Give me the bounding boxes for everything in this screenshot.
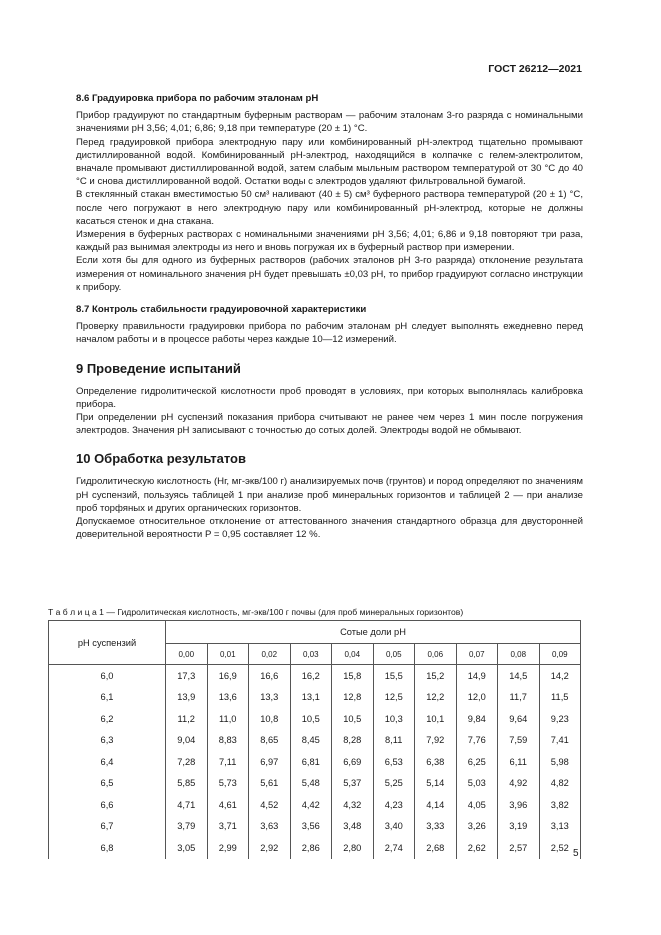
table-cell-value: 4,61 xyxy=(207,794,249,816)
table-cell-value: 3,63 xyxy=(249,816,291,838)
table-cell-value: 4,14 xyxy=(415,794,457,816)
table-cell-value: 16,6 xyxy=(249,665,291,687)
table-cell-value: 14,9 xyxy=(456,665,498,687)
table-cell-value: 7,59 xyxy=(498,730,540,752)
table-cell-value: 5,98 xyxy=(539,751,581,773)
section-8-6-title: 8.6 Градуировка прибора по рабочим эталонам pH xyxy=(76,93,319,104)
table-cell-value: 5,03 xyxy=(456,773,498,795)
table-cell-value: 7,11 xyxy=(207,751,249,773)
table-cell-value: 9,04 xyxy=(166,730,208,752)
table-cell-value: 4,82 xyxy=(539,773,581,795)
table-cell-value: 14,5 xyxy=(498,665,540,687)
table-cell-value: 3,13 xyxy=(539,816,581,838)
page-body xyxy=(76,92,583,541)
table-cell-value: 2,86 xyxy=(290,837,332,859)
table-cell-ph: 6,5 xyxy=(49,773,166,795)
section-9-title: 9 Проведение испытаний xyxy=(76,360,241,376)
table-cell-value: 10,5 xyxy=(290,708,332,730)
table-cell-value: 3,05 xyxy=(166,837,208,859)
table-cell-value: 12,2 xyxy=(415,687,457,709)
section-8-6-paragraph-2: Перед градуировкой прибора электродную пару или комбинированный pH-электрод тщательно промывают дистиллированной водой. Комбинированный pH-электрод, находящийся в колпачке с гелем-электролитом, вначале промывают дистиллированной водой, затем слабым мыльным раствором температурой от 30 °С до 40 °С и снова дистиллированной водой. Остатки воды с электродов удаляют фильтровальной бумагой. xyxy=(76,136,583,188)
table-cell-value: 4,71 xyxy=(166,794,208,816)
table-cell-value: 3,19 xyxy=(498,816,540,838)
table-column-header: 0,07 xyxy=(456,644,498,665)
table-cell-value: 12,8 xyxy=(332,687,374,709)
table-row xyxy=(49,708,581,730)
table-cell-value: 8,83 xyxy=(207,730,249,752)
section-10-paragraph-1: Гидролитическую кислотность (Hг, мг-экв/100 г) анализируемых почв (грунтов) и пород определяют по значениям pH суспензий, пользуясь таблицей 1 при анализе проб минеральных горизонтов и таблицей 2 — при анализе проб торфяных и других органических горизонтов. xyxy=(76,476,583,514)
table-cell-value: 10,8 xyxy=(249,708,291,730)
table-cell-value: 9,64 xyxy=(498,708,540,730)
table-cell-value: 6,38 xyxy=(415,751,457,773)
table-cell-value: 7,41 xyxy=(539,730,581,752)
table-column-header: 0,04 xyxy=(332,644,374,665)
table-cell-value: 2,92 xyxy=(249,837,291,859)
table-cell-value: 13,1 xyxy=(290,687,332,709)
table-column-header: 0,03 xyxy=(290,644,332,665)
table-cell-value: 4,92 xyxy=(498,773,540,795)
section-8-6-paragraph-5: Если хотя бы для одного из буферных растворов (рабочих эталонов pH 3-го разряда) отклонение результата измерения от номинального значения pH будет превышать ±0,03 pH, то прибор градуируют согласно инструкции к прибору. xyxy=(76,255,583,293)
table-cell-value: 11,0 xyxy=(207,708,249,730)
table-cell-value: 2,74 xyxy=(373,837,415,859)
section-9-paragraph-1: Определение гидролитической кислотности проб проводят в условиях, при которых выполнялась калибровка прибора. xyxy=(76,385,583,410)
table-cell-value: 15,8 xyxy=(332,665,374,687)
section-8-6-paragraph-1: Прибор градуируют по стандартным буферным растворам — рабочим эталонам 3-го разряда с номинальными значениями pH 3,56; 4,01; 6,86; 9,18 при температуре (20 ± 1) °С. xyxy=(76,110,583,135)
ph-acidity-table xyxy=(48,620,581,859)
table-cell-ph: 6,8 xyxy=(49,837,166,859)
table-cell-value: 8,11 xyxy=(373,730,415,752)
table-cell-ph: 6,3 xyxy=(49,730,166,752)
table-cell-value: 3,48 xyxy=(332,816,374,838)
table-column-header: 0,08 xyxy=(498,644,540,665)
table-cell-value: 2,99 xyxy=(207,837,249,859)
table-cell-value: 8,65 xyxy=(249,730,291,752)
table-cell-value: 3,56 xyxy=(290,816,332,838)
table-row xyxy=(49,794,581,816)
table-cell-value: 3,40 xyxy=(373,816,415,838)
table-cell-value: 2,68 xyxy=(415,837,457,859)
table-cell-value: 8,28 xyxy=(332,730,374,752)
table-cell-value: 7,92 xyxy=(415,730,457,752)
table-cell-value: 16,9 xyxy=(207,665,249,687)
table-cell-value: 6,69 xyxy=(332,751,374,773)
table-cell-ph: 6,0 xyxy=(49,665,166,687)
table-cell-value: 13,6 xyxy=(207,687,249,709)
table-cell-value: 10,5 xyxy=(332,708,374,730)
table-cell-value: 5,61 xyxy=(249,773,291,795)
table-row xyxy=(49,751,581,773)
table-cell-value: 6,11 xyxy=(498,751,540,773)
table-cell-value: 2,62 xyxy=(456,837,498,859)
table-row xyxy=(49,773,581,795)
table-cell-value: 3,96 xyxy=(498,794,540,816)
table-column-header: 0,01 xyxy=(207,644,249,665)
document-code: ГОСТ 26212—2021 xyxy=(488,63,582,75)
table-row xyxy=(49,665,581,687)
table-cell-value: 12,5 xyxy=(373,687,415,709)
section-9-paragraph-2: При определении pH суспензий показания прибора считывают не ранее чем через 1 мин после погружения электродов. Значения pH записывают с точностью до сотых долей. Электроды водой не обмывают. xyxy=(76,412,583,437)
table-cell-value: 14,2 xyxy=(539,665,581,687)
table-cell-value: 4,05 xyxy=(456,794,498,816)
table-cell-value: 9,23 xyxy=(539,708,581,730)
table-cell-value: 11,7 xyxy=(498,687,540,709)
table-cell-value: 7,76 xyxy=(456,730,498,752)
table-cell-value: 8,45 xyxy=(290,730,332,752)
table-row xyxy=(49,816,581,838)
section-10-title: 10 Обработка результатов xyxy=(76,451,246,467)
table-column-header: 0,05 xyxy=(373,644,415,665)
table-group-header: Сотые доли pH xyxy=(166,621,581,644)
table-row-header: pH суспензий xyxy=(49,621,166,665)
table-cell-value: 17,3 xyxy=(166,665,208,687)
table-cell-value: 16,2 xyxy=(290,665,332,687)
page-number: 5 xyxy=(573,848,579,859)
table-cell-value: 3,79 xyxy=(166,816,208,838)
table-cell-value: 5,14 xyxy=(415,773,457,795)
section-8-6-paragraph-4: Измерения в буферных растворах с номинальными значениями pH 3,56; 4,01; 6,86 и 9,18 повторяют три раза, каждый раз вынимая электроды из него и вновь погружая их в буферный раствор при измерении. xyxy=(76,229,583,254)
table-cell-value: 13,3 xyxy=(249,687,291,709)
table-cell-ph: 6,6 xyxy=(49,794,166,816)
table-cell-value: 4,42 xyxy=(290,794,332,816)
table-cell-value: 4,52 xyxy=(249,794,291,816)
table-cell-value: 7,28 xyxy=(166,751,208,773)
table-cell-value: 15,2 xyxy=(415,665,457,687)
table-cell-value: 5,85 xyxy=(166,773,208,795)
table-cell-value: 9,84 xyxy=(456,708,498,730)
table-cell-value: 6,25 xyxy=(456,751,498,773)
table-cell-value: 2,80 xyxy=(332,837,374,859)
table-column-header: 0,02 xyxy=(249,644,291,665)
table-column-header: 0,00 xyxy=(166,644,208,665)
table-cell-value: 5,48 xyxy=(290,773,332,795)
table-cell-ph: 6,7 xyxy=(49,816,166,838)
table-caption: Т а б л и ц а 1 — Гидролитическая кислотность, мг-экв/100 г почвы (для проб минеральных горизонтов) xyxy=(48,607,464,617)
table-cell-value: 3,82 xyxy=(539,794,581,816)
section-8-7-paragraph-1: Проверку правильности градуировки прибора по рабочим эталонам pH следует выполнять ежедневно перед началом работы и в процессе работы через каждые 10—12 измерений. xyxy=(76,321,583,346)
table-cell-value: 15,5 xyxy=(373,665,415,687)
table-cell-ph: 6,2 xyxy=(49,708,166,730)
table-cell-value: 2,52 xyxy=(539,837,581,859)
table-cell-value: 6,53 xyxy=(373,751,415,773)
table-cell-value: 6,81 xyxy=(290,751,332,773)
table-cell-value: 3,71 xyxy=(207,816,249,838)
section-8-7-title: 8.7 Контроль стабильности градуировочной характеристики xyxy=(76,304,367,316)
table-cell-value: 11,2 xyxy=(166,708,208,730)
table-row xyxy=(49,837,581,859)
table-cell-value: 5,25 xyxy=(373,773,415,795)
table-cell-value: 10,1 xyxy=(415,708,457,730)
table-cell-value: 2,57 xyxy=(498,837,540,859)
table-cell-ph: 6,1 xyxy=(49,687,166,709)
table-cell-value: 12,0 xyxy=(456,687,498,709)
section-10-paragraph-2: Допускаемое относительное отклонение от аттестованного значения стандартного образца для двусторонней доверительной вероятности P = 0,95 составляет 12 %. xyxy=(76,516,583,541)
table-cell-value: 13,9 xyxy=(166,687,208,709)
table-cell-value: 3,33 xyxy=(415,816,457,838)
table-column-header: 0,09 xyxy=(539,644,581,665)
table-cell-value: 4,23 xyxy=(373,794,415,816)
table-cell-value: 3,26 xyxy=(456,816,498,838)
table-cell-ph: 6,4 xyxy=(49,751,166,773)
table-cell-value: 4,32 xyxy=(332,794,374,816)
table-column-header: 0,06 xyxy=(415,644,457,665)
table-cell-value: 5,73 xyxy=(207,773,249,795)
table-cell-value: 5,37 xyxy=(332,773,374,795)
table-cell-value: 11,5 xyxy=(539,687,581,709)
section-8-6-paragraph-3: В стеклянный стакан вместимостью 50 см³ наливают (40 ± 5) см³ буферного раствора температурой (20 ± 1) °С, после чего погружают в него электродную пару или комбинированный pH-электрод, которые не должны касаться стенок и дна стакана. xyxy=(76,189,583,227)
table-row xyxy=(49,730,581,752)
table-cell-value: 6,97 xyxy=(249,751,291,773)
table-row xyxy=(49,687,581,709)
table-cell-value: 10,3 xyxy=(373,708,415,730)
